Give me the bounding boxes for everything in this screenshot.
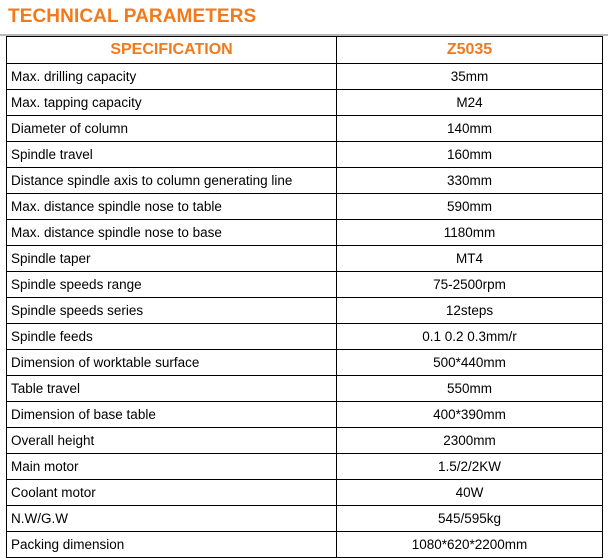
page-title: TECHNICAL PARAMETERS — [8, 6, 257, 27]
value-cell: 2300mm — [337, 428, 603, 454]
parameter-cell: Coolant motor — [7, 480, 337, 506]
value-cell: 12steps — [337, 298, 603, 324]
parameter-cell: Table travel — [7, 376, 337, 402]
table-header-row — [7, 37, 603, 64]
value-cell: 40W — [337, 480, 603, 506]
parameter-cell: Overall height — [7, 428, 337, 454]
table-row — [7, 350, 603, 376]
value-cell: 590mm — [337, 194, 603, 220]
table-row — [7, 454, 603, 480]
parameter-cell: Packing dimension — [7, 532, 337, 558]
table-row — [7, 428, 603, 454]
title-bar — [0, 0, 608, 36]
value-cell: 0.1 0.2 0.3mm/r — [337, 324, 603, 350]
value-cell: 1080*620*2200mm — [337, 532, 603, 558]
parameter-cell: Max. distance spindle nose to base — [7, 220, 337, 246]
value-cell: 35mm — [337, 64, 603, 90]
parameter-cell: Max. drilling capacity — [7, 64, 337, 90]
table-row — [7, 402, 603, 428]
value-cell: MT4 — [337, 246, 603, 272]
header-model: Z5035 — [337, 37, 603, 64]
parameter-cell: Diameter of column — [7, 116, 337, 142]
parameter-cell: Main motor — [7, 454, 337, 480]
spec-table-body — [7, 64, 603, 558]
table-row — [7, 64, 603, 90]
header-specification: SPECIFICATION — [7, 37, 337, 64]
parameter-cell: Spindle feeds — [7, 324, 337, 350]
value-cell: M24 — [337, 90, 603, 116]
parameter-cell: Spindle travel — [7, 142, 337, 168]
value-cell: 75-2500rpm — [337, 272, 603, 298]
parameter-cell: Max. distance spindle nose to table — [7, 194, 337, 220]
value-cell: 1180mm — [337, 220, 603, 246]
parameter-cell: Spindle speeds series — [7, 298, 337, 324]
value-cell: 1.5/2/2KW — [337, 454, 603, 480]
table-row — [7, 90, 603, 116]
table-row — [7, 376, 603, 402]
value-cell: 550mm — [337, 376, 603, 402]
parameter-cell: Dimension of base table — [7, 402, 337, 428]
table-row — [7, 194, 603, 220]
table-row — [7, 142, 603, 168]
value-cell: 160mm — [337, 142, 603, 168]
table-row — [7, 532, 603, 558]
value-cell: 140mm — [337, 116, 603, 142]
table-row — [7, 506, 603, 532]
value-cell: 400*390mm — [337, 402, 603, 428]
parameter-cell: Spindle taper — [7, 246, 337, 272]
table-row — [7, 324, 603, 350]
parameter-cell: N.W/G.W — [7, 506, 337, 532]
value-cell: 500*440mm — [337, 350, 603, 376]
spec-table — [6, 36, 603, 558]
value-cell: 330mm — [337, 168, 603, 194]
parameter-cell: Distance spindle axis to column generating line — [7, 168, 337, 194]
value-cell: 545/595kg — [337, 506, 603, 532]
table-row — [7, 298, 603, 324]
table-row — [7, 220, 603, 246]
parameter-cell: Dimension of worktable surface — [7, 350, 337, 376]
parameter-cell: Spindle speeds range — [7, 272, 337, 298]
table-row — [7, 168, 603, 194]
parameter-cell: Max. tapping capacity — [7, 90, 337, 116]
table-row — [7, 480, 603, 506]
table-row — [7, 116, 603, 142]
table-row — [7, 272, 603, 298]
table-row — [7, 246, 603, 272]
